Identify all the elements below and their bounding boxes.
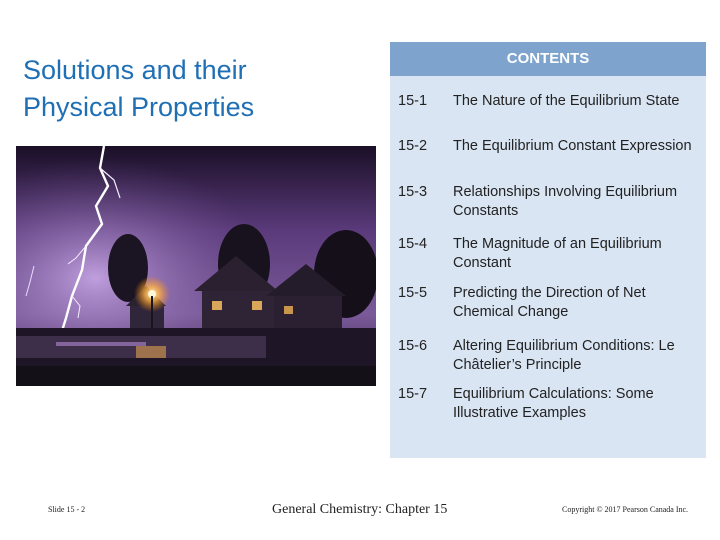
contents-item-number: 15-3 <box>398 184 428 200</box>
contents-item-title: Relationships Involving Equilibrium Constants <box>453 184 678 219</box>
contents-item-number: 15-5 <box>398 285 428 301</box>
contents-item-title: The Nature of the Equilibrium State <box>453 93 680 109</box>
slide-title <box>23 52 363 126</box>
contents-item-number: 15-2 <box>398 138 428 154</box>
footer-chapter: General Chemistry: Chapter 15 <box>272 502 448 517</box>
slide-number: Slide 15 - 2 <box>48 505 86 514</box>
contents-item-title: The Magnitude of an Equilibrium Constant <box>453 236 662 271</box>
slide-title-line-1: Solutions and their <box>23 55 247 85</box>
contents-item-number: 15-4 <box>398 236 428 252</box>
contents-item-number: 15-1 <box>398 93 428 109</box>
contents-item-title: Altering Equilibrium Conditions: Le Châtelier’s Principle <box>453 338 675 373</box>
contents-item-number: 15-7 <box>398 386 428 402</box>
lightning-photo <box>16 146 376 386</box>
contents-header: CONTENTS <box>390 42 706 76</box>
contents-item-number: 15-6 <box>398 338 428 354</box>
footer-copyright: Copyright © 2017 Pearson Canada Inc. <box>562 505 689 514</box>
contents-item-title: Equilibrium Calculations: Some Illustrative Examples <box>453 386 654 421</box>
contents-panel <box>390 42 706 458</box>
contents-item-title: The Equilibrium Constant Expression <box>453 138 692 154</box>
contents-item-title: Predicting the Direction of Net Chemical Change <box>453 285 646 320</box>
slide-title-line-2: Physical Properties <box>23 92 255 122</box>
